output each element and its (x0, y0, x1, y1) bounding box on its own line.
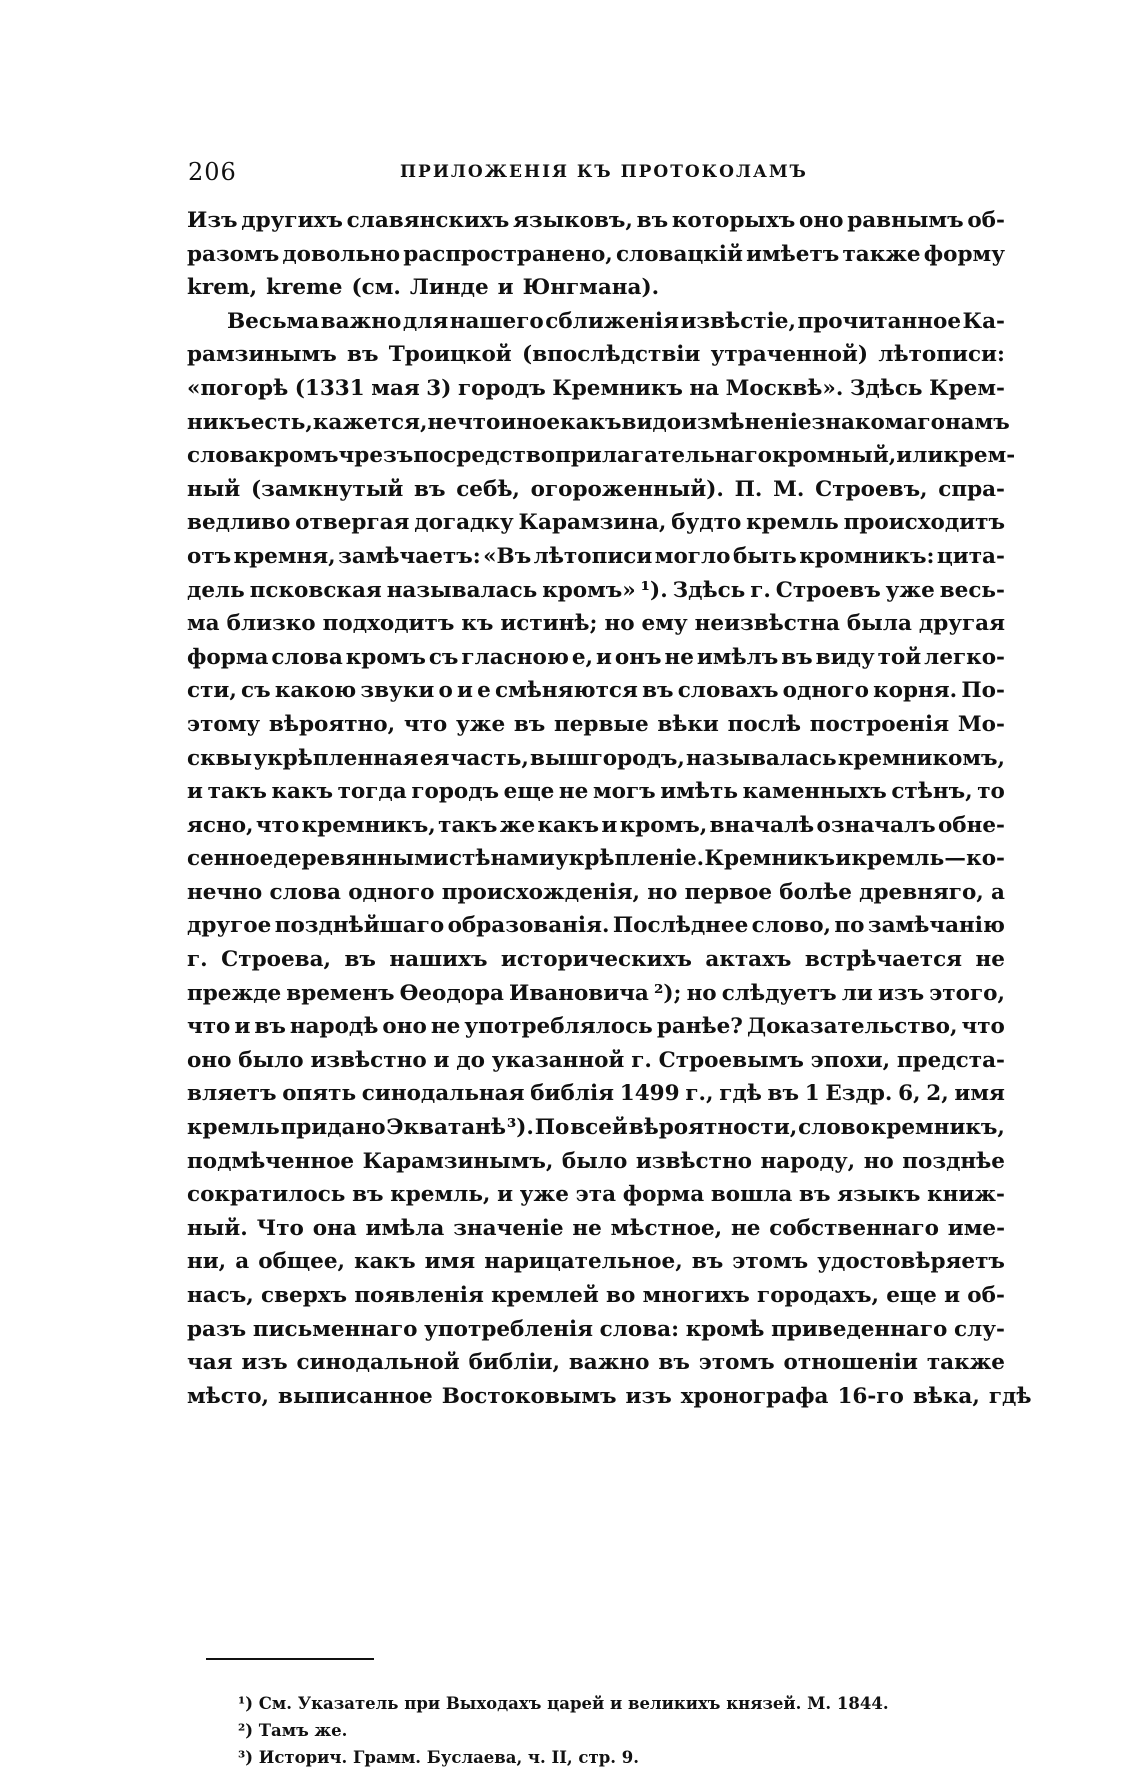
text-line: отъ кремня, замѣчаетъ: «Въ лѣтописи могло быть кромникъ: цита- (187, 543, 1005, 569)
text-line: дель псковская называлась кромъ» ¹). Здѣсь г. Строевъ уже весь- (187, 577, 1005, 603)
text-line: оно было извѣстно и до указанной г. Строевымъ эпохи, предста- (187, 1047, 1005, 1073)
text-line: ма близко подходитъ къ истинѣ; но ему неизвѣстна была другая (187, 611, 1005, 637)
text-line: разъ письменнаго употребленія слова: кромѣ приведеннаго слу- (187, 1316, 1005, 1342)
footnote: ³) Историч. Грамм. Буслаева, ч. II, стр. 9. (238, 1748, 639, 1767)
text-line: рамзинымъ въ Троицкой (впослѣдствіи утраченной) лѣтописи: (187, 342, 1005, 368)
footnote-rule (206, 1658, 374, 1660)
text-line: ведливо отвергая догадку Карамзина, будто кремль происходитъ (187, 510, 1005, 536)
text-line: сти, съ какою звуки о и е смѣняются въ словахъ одного корня. По- (187, 678, 1005, 704)
text-line: нечно слова одного происхожденія, но первое болѣе древняго, а (187, 879, 1005, 905)
text-line: разомъ довольно распространено, словацкій имѣетъ также форму (187, 241, 1005, 267)
text-line: чая изъ синодальной библіи, важно въ этомъ отношеніи также (187, 1350, 1005, 1376)
text-line: что и въ народѣ оно не употреблялось ранѣе? Доказательство, что (187, 1014, 1005, 1040)
text-line: «погорѣ (1331 мая 3) городъ Кремникъ на Москвѣ». Здѣсь Крем- (187, 375, 1005, 401)
footnote: ²) Тамъ же. (238, 1721, 348, 1740)
text-line: сквы укрѣпленная ея часть, вышгородъ, называлась кремникомъ, (187, 745, 1005, 771)
running-head: ПРИЛОЖЕНІЯ КЪ ПРОТОКОЛАМЪ (400, 162, 808, 182)
text-line: сократилось въ кремль, и уже эта форма вошла въ языкъ книж- (187, 1182, 1005, 1208)
text-line: мѣсто, выписанное Востоковымъ изъ хронографа 16-го вѣка, гдѣ (187, 1383, 1032, 1409)
text-line: этому вѣроятно, что уже въ первые вѣки послѣ построенія Мо- (187, 711, 1005, 737)
text-line: прежде временъ Ѳеодора Ивановича ²); но слѣдуетъ ли изъ этого, (187, 980, 1005, 1006)
text-line: никъ есть, кажется, не что иное какъ видоизмѣненіе знакомаго намъ (187, 409, 1010, 435)
text-line: другое позднѣйшаго образованія. Послѣднее слово, по замѣчанію (187, 913, 1005, 939)
text-line: кремль придано Экватанѣ ³). По всей вѣроятности, слово кремникъ, (187, 1115, 1005, 1141)
text-line: насъ, сверхъ появленія кремлей во многихъ городахъ, еще и об- (187, 1283, 1005, 1308)
text-line: ни, а общее, какъ имя нарицательное, въ этомъ удостовѣряетъ (187, 1249, 1005, 1275)
text-line: Изъ другихъ славянскихъ языковъ, въ которыхъ оно равнымъ об- (187, 208, 1005, 233)
footnote: ¹) См. Указатель при Выходахъ царей и великихъ князей. М. 1844. (238, 1694, 889, 1713)
text-line: и такъ какъ тогда городъ еще не могъ имѣть каменныхъ стѣнъ, то (187, 779, 1005, 805)
text-line: ный (замкнутый въ себѣ, огороженный). П. М. Строевъ, спра- (187, 476, 1005, 502)
text-line: Весьма важно для нашего сближенія извѣстіе, прочитанное Ка- (227, 308, 1005, 334)
page-number: 206 (188, 158, 237, 186)
text-line: ный. Что она имѣла значеніе не мѣстное, не собственнаго имe- (187, 1215, 1005, 1241)
text-line: г. Строева, въ нашихъ историческихъ актахъ встрѣчается не (187, 947, 1005, 973)
text-line: форма слова кромъ съ гласною е, и онъ не имѣлъ въ виду той легко- (187, 644, 1005, 670)
text-line: сенное деревянными стѣнами укрѣпленіе. Кремникъ и кремль — ко- (187, 846, 1005, 872)
body-text (187, 204, 1032, 1413)
footnotes (238, 1690, 938, 1771)
text-line: подмѣченное Карамзинымъ, было извѣстно народу, но позднѣе (187, 1148, 1005, 1174)
text-line: слова кромъ чрезъ посредство прилагательнаго кромный, или крем- (187, 443, 1016, 469)
text-line: вляетъ опять синодальная библія 1499 г., гдѣ въ 1 Ездр. 6, 2, имя (187, 1081, 1005, 1107)
text-line: krem, kreme (см. Линде и Юнгмана). (187, 275, 660, 301)
text-line: ясно, что кремникъ, такъ же какъ и кромъ, вначалѣ означалъ обне- (187, 812, 1005, 838)
